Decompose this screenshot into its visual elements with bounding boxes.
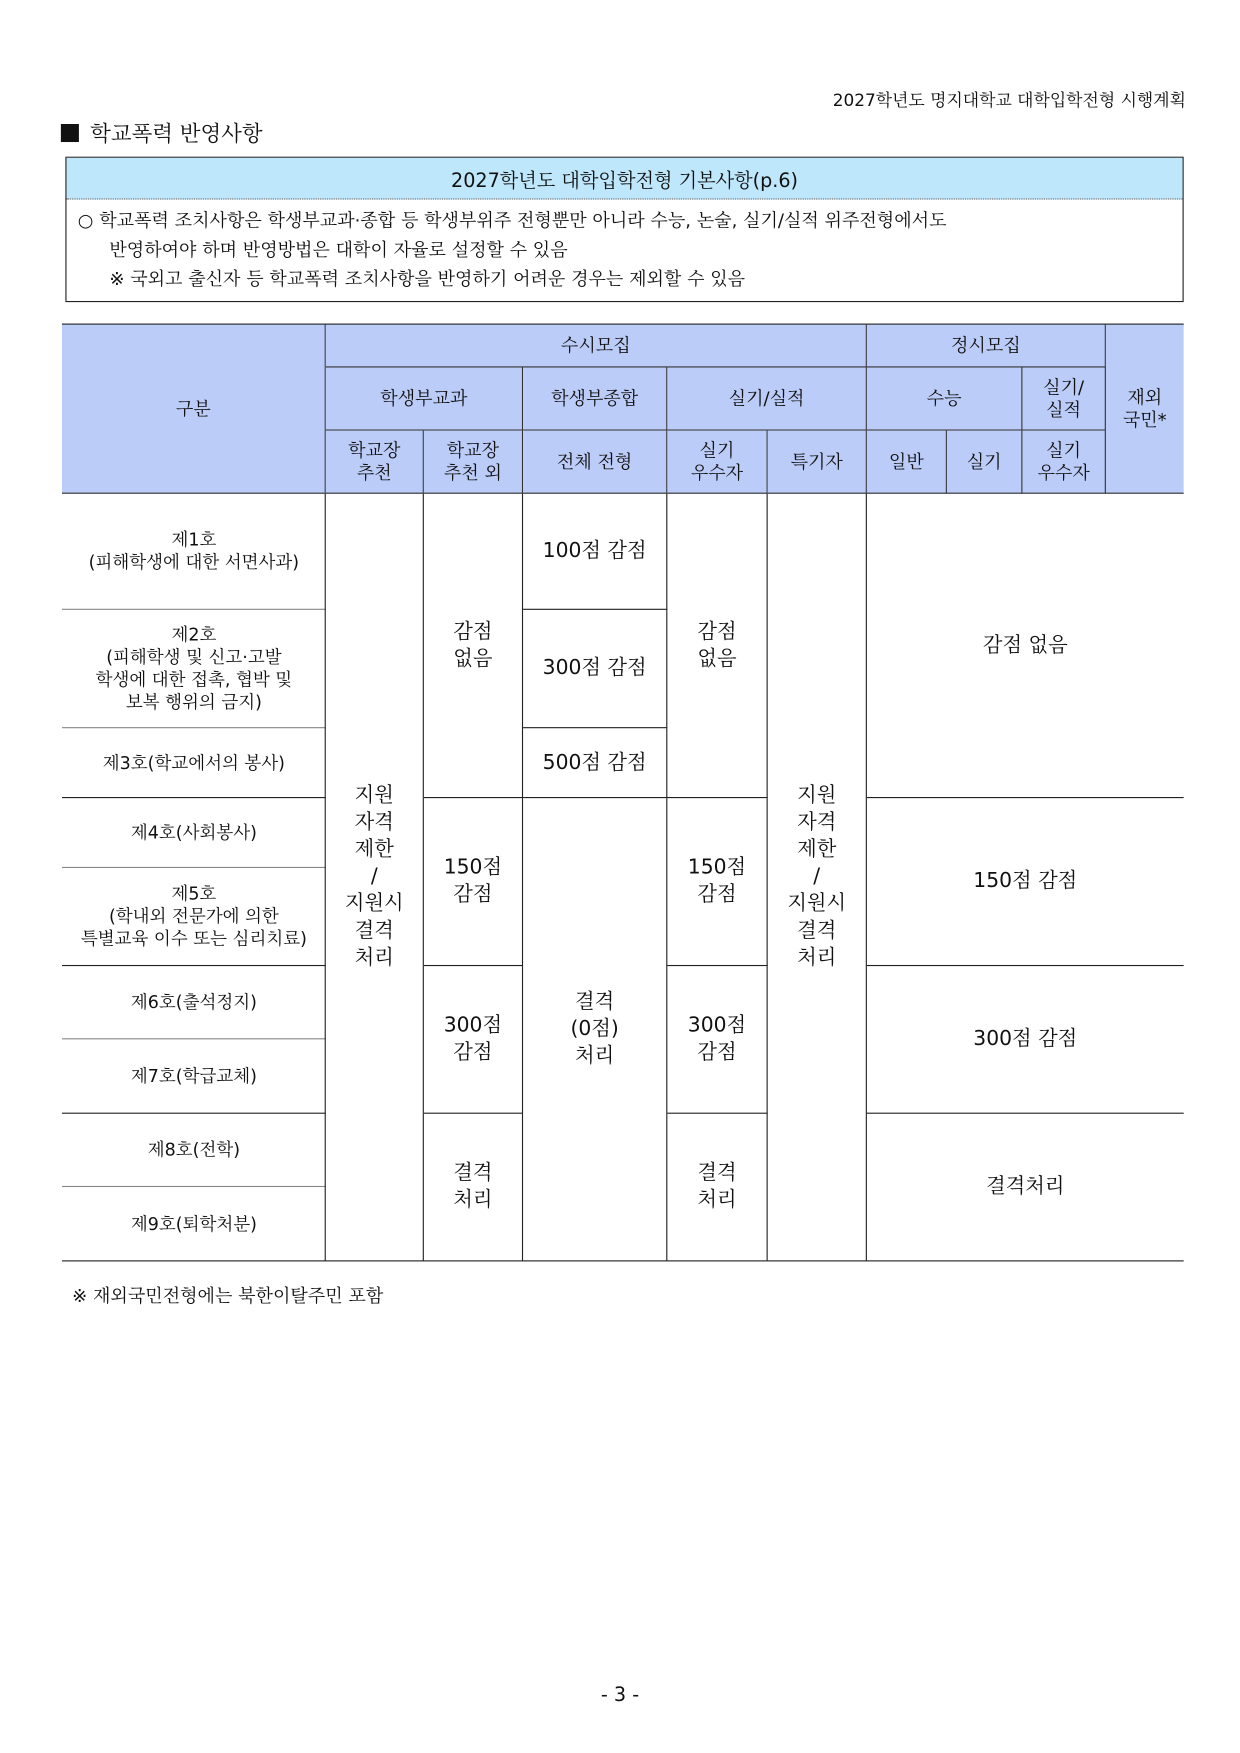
section-title-text: 학교폭력 반영사항 — [90, 121, 263, 147]
cell-special-restrict: 지원 자격 제한 / 지원시 결격 처리 — [768, 494, 867, 1262]
header-practical: 실기 — [947, 431, 1023, 494]
cell-300: 300점 감점 — [523, 610, 667, 728]
cell-100: 100점 감점 — [523, 494, 667, 610]
cell-no-deduct: 감점 없음 — [424, 494, 523, 798]
cell-no-deduct: 감점 없음 — [867, 494, 1184, 798]
row-label: 제3호(학교에서의 봉사) — [62, 728, 326, 798]
header-all: 전체 전형 — [523, 431, 667, 494]
row-label: 제4호(사회봉사) — [62, 798, 326, 868]
row-label: 제2호 (피해학생 및 신고·고발 학생에 대한 접촉, 협박 및 보복 행위의 금지) — [62, 610, 326, 728]
row-label: 제9호(퇴학처분) — [62, 1187, 326, 1261]
cell-300: 300점 감점 — [424, 966, 523, 1114]
header-excellent: 실기 우수자 — [667, 431, 767, 494]
row-label: 제5호 (학내외 전문가에 의한 특별교육 이수 또는 심리치료) — [62, 868, 326, 966]
header-category: 구분 — [62, 325, 326, 494]
header-special: 특기자 — [768, 431, 867, 494]
header-js-silgi: 실기/ 실적 — [1022, 367, 1105, 430]
running-header: 2027학년도 명지대학교 대학입학전형 시행계획 — [832, 90, 1186, 111]
info-box — [65, 157, 1183, 302]
info-line: ○ 학교폭력 조치사항은 학생부교과·종합 등 학생부위주 전형뿐만 아니라 수능, 논술, 실기/실적 위주전형에서도 — [77, 209, 947, 232]
cell-disq: 결격 처리 — [667, 1114, 767, 1262]
cell-principal-restrict: 지원 자격 제한 / 지원시 결격 처리 — [325, 494, 424, 1262]
section-title — [61, 117, 263, 147]
header-jonghap: 학생부종합 — [523, 367, 667, 430]
cell-300: 300점 감점 — [867, 966, 1184, 1114]
header-non-principal: 학교장 추천 외 — [424, 431, 523, 494]
cell-150: 150점 감점 — [424, 798, 523, 966]
row-label: 제7호(학급교체) — [62, 1039, 326, 1113]
cell-no-deduct: 감점 없음 — [667, 494, 767, 798]
header-suneung: 수능 — [867, 367, 1023, 430]
header-gyogwa: 학생부교과 — [326, 367, 523, 430]
header-principal: 학교장 추천 — [326, 431, 424, 494]
row-label: 제6호(출석정지) — [62, 966, 326, 1039]
cell-150: 150점 감점 — [867, 798, 1184, 966]
cell-300: 300점 감점 — [667, 966, 767, 1114]
cell-disq: 결격 처리 — [424, 1114, 523, 1262]
header-js-excellent: 실기 우수자 — [1022, 431, 1105, 494]
row-label: 제8호(전학) — [62, 1114, 326, 1187]
header-general: 일반 — [867, 431, 947, 494]
cell-150: 150점 감점 — [667, 798, 767, 966]
cell-disq: 결격처리 — [867, 1114, 1184, 1262]
footnote: ※ 재외국민전형에는 북한이탈주민 포함 — [72, 1285, 384, 1307]
info-note: ※ 국외고 출신자 등 학교폭력 조치사항을 반영하기 어려운 경우는 제외할 수 있음 — [109, 268, 746, 290]
square-bullet-icon — [61, 123, 79, 141]
cell-zero: 결격 (0점) 처리 — [523, 798, 667, 1261]
row-label: 제1호 (피해학생에 대한 서면사과) — [62, 494, 326, 610]
info-box-title: 2027학년도 대학입학전형 기본사항(p.6) — [67, 158, 1183, 200]
info-line: 반영하여야 하며 반영방법은 대학이 자율로 설정할 수 있음 — [109, 238, 568, 261]
cell-500: 500점 감점 — [523, 728, 667, 798]
header-susi: 수시모집 — [326, 325, 867, 368]
page-number: - 3 - — [600, 1684, 640, 1707]
header-silgi: 실기/실적 — [667, 367, 867, 430]
header-jeongsi: 정시모집 — [867, 325, 1106, 368]
header-overseas: 재외 국민* — [1106, 325, 1184, 494]
